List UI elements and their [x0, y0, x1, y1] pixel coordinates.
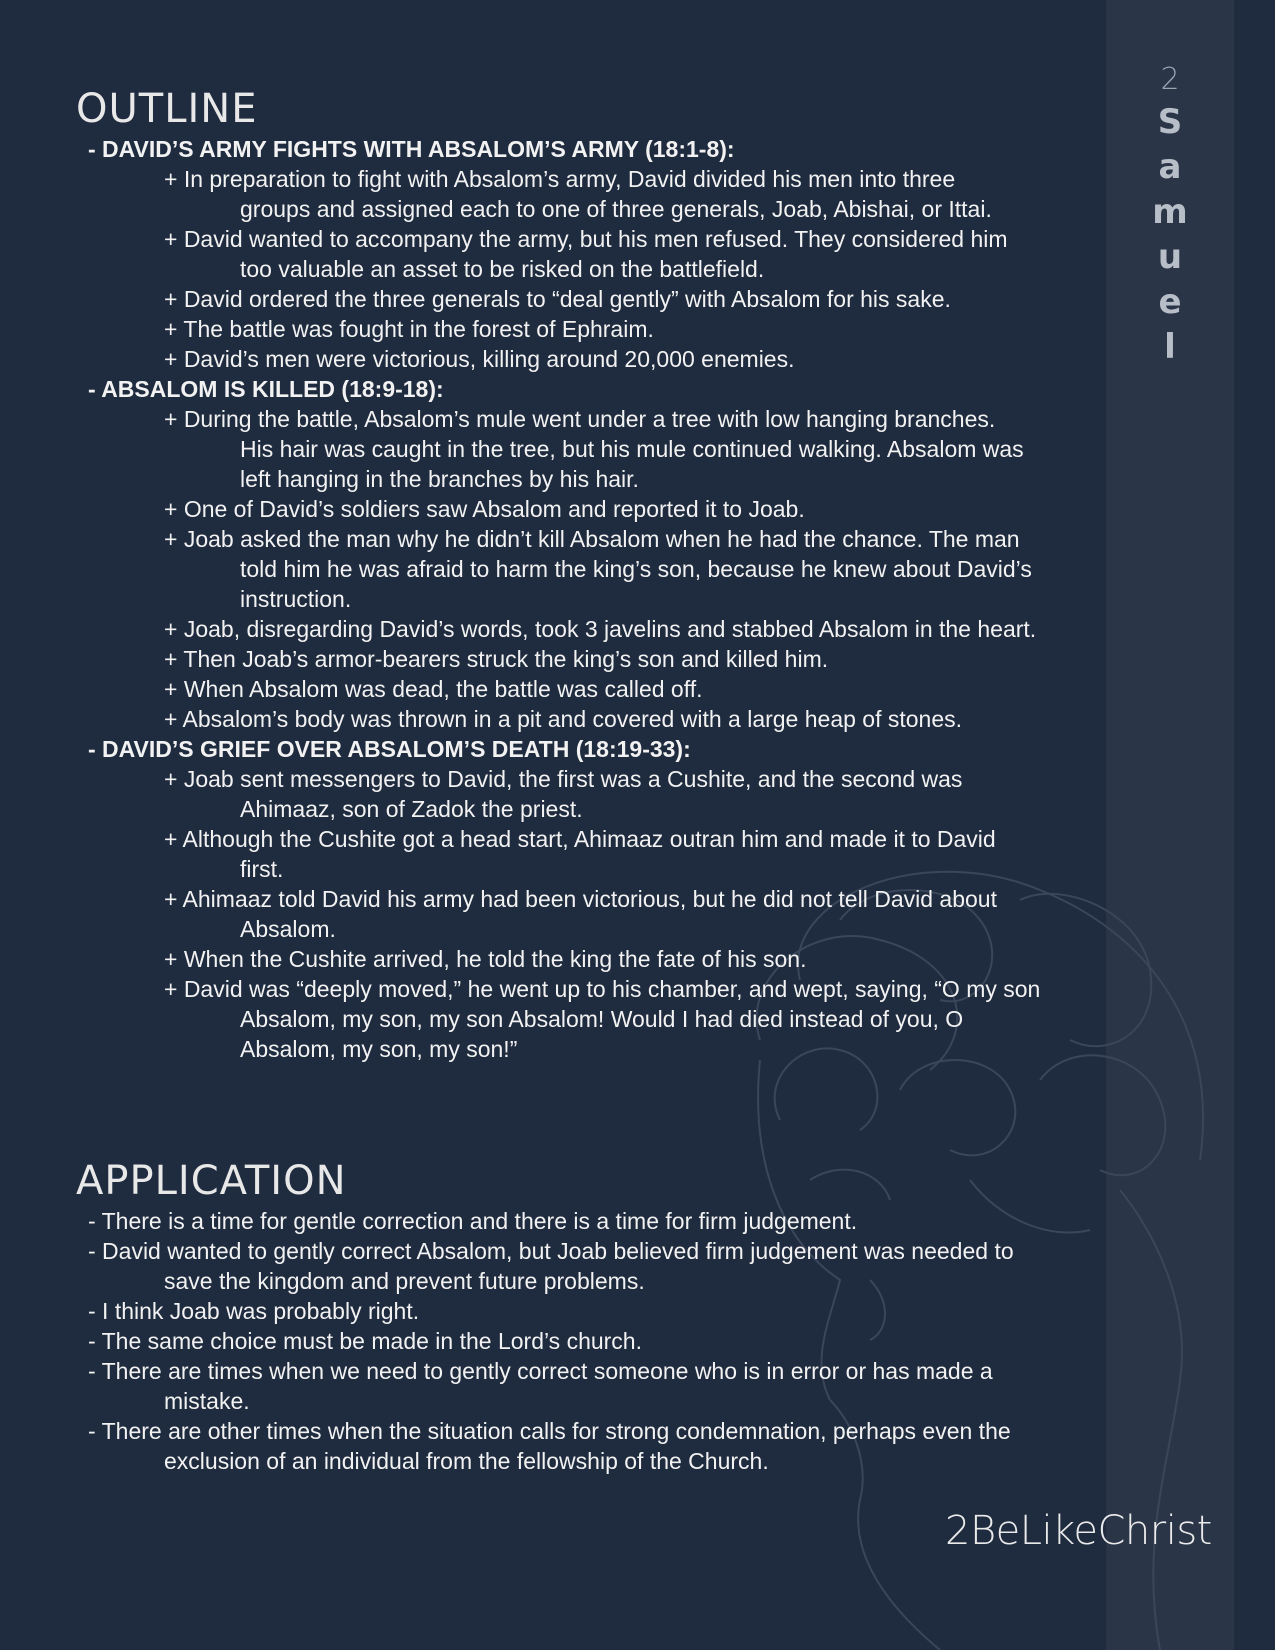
- outline-item: + David was “deeply moved,” he went up to his chamber, and wept, saying, “O my son: [164, 976, 1041, 1002]
- outline-item-continued: too valuable an asset to be risked on the battlefield.: [240, 256, 765, 282]
- outline-item-continued: Ahimaaz, son of Zadok the priest.: [240, 796, 583, 822]
- outline-item: + One of David’s soldiers saw Absalom and reported it to Joab.: [164, 496, 805, 522]
- outline-item: + David wanted to accompany the army, but his men refused. They considered him: [164, 226, 1008, 252]
- book-number: 2: [1160, 62, 1180, 97]
- brand-logo-text: 2BeLikeChrist: [945, 1508, 1212, 1554]
- outline-item: + When the Cushite arrived, he told the king the fate of his son.: [164, 946, 807, 972]
- main-content: [76, 84, 1106, 1476]
- outline-list: [76, 134, 1106, 1064]
- outline-item-continued: told him he was afraid to harm the king’s son, because he knew about David’s: [240, 556, 1032, 582]
- book-letter: m: [1152, 192, 1188, 232]
- application-item: - The same choice must be made in the Lord’s church.: [88, 1328, 642, 1354]
- outline-item: + Joab, disregarding David’s words, took 3 javelins and stabbed Absalom in the heart.: [164, 616, 1037, 642]
- outline-item-continued: Absalom, my son, my son Absalom! Would I had died instead of you, O: [240, 1006, 964, 1032]
- book-name-letters: [1106, 100, 1234, 370]
- outline-item: + Joab asked the man why he didn’t kill Absalom when he had the chance. The man: [164, 526, 1020, 552]
- outline-item-continued: left hanging in the branches by his hair.: [240, 466, 639, 492]
- book-letter: S: [1157, 102, 1183, 142]
- outline-item-continued: Absalom, my son, my son!”: [240, 1036, 518, 1062]
- book-letter: a: [1158, 147, 1182, 187]
- outline-item: + Although the Cushite got a head start, Ahimaaz outran him and made it to David: [164, 826, 996, 852]
- outline-item: + Then Joab’s armor-bearers struck the king’s son and killed him.: [164, 646, 829, 672]
- outline-item-continued: Absalom.: [240, 916, 336, 942]
- application-item: - There is a time for gentle correction and there is a time for firm judgement.: [88, 1208, 858, 1234]
- outline-item-continued: instruction.: [240, 586, 352, 612]
- section-heading: - DAVID’S GRIEF OVER ABSALOM’S DEATH (18:19-33):: [88, 736, 691, 762]
- application-item: - There are times when we need to gently correct someone who is in error or has made a: [88, 1358, 993, 1384]
- book-letter: u: [1157, 237, 1183, 277]
- application-item-continued: save the kingdom and prevent future problems.: [164, 1268, 645, 1294]
- book-letter: l: [1164, 327, 1176, 367]
- outline-item: + In preparation to fight with Absalom’s army, David divided his men into three: [164, 166, 956, 192]
- outline-item-continued: groups and assigned each to one of three generals, Joab, Abishai, or Ittai.: [240, 196, 992, 222]
- application-item-continued: exclusion of an individual from the fellowship of the Church.: [164, 1448, 769, 1474]
- outline-item-continued: first.: [240, 856, 284, 882]
- outline-item: + Joab sent messengers to David, the first was a Cushite, and the second was: [164, 766, 963, 792]
- outline-item: + David’s men were victorious, killing around 20,000 enemies.: [164, 346, 795, 372]
- application-item-continued: mistake.: [164, 1388, 250, 1414]
- outline-item-continued: His hair was caught in the tree, but his mule continued walking. Absalom was: [240, 436, 1024, 462]
- application-item: - There are other times when the situation calls for strong condemnation, perhaps even the: [88, 1418, 1011, 1444]
- outline-item: + Ahimaaz told David his army had been victorious, but he did not tell David about: [164, 886, 997, 912]
- application-item: - David wanted to gently correct Absalom, but Joab believed firm judgement was needed to: [88, 1238, 1014, 1264]
- outline-title: OUTLINE: [76, 86, 258, 132]
- section-heading: - ABSALOM IS KILLED (18:9-18):: [88, 376, 444, 402]
- section-heading: - DAVID’S ARMY FIGHTS WITH ABSALOM’S ARMY (18:1-8):: [88, 136, 735, 162]
- outline-item: + During the battle, Absalom’s mule went under a tree with low hanging branches.: [164, 406, 996, 432]
- outline-item: + Absalom’s body was thrown in a pit and covered with a large heap of stones.: [164, 706, 963, 732]
- book-title-vertical: [1106, 60, 1234, 370]
- book-letter: e: [1158, 282, 1182, 322]
- application-item: - I think Joab was probably right.: [88, 1298, 420, 1324]
- outline-item: + When Absalom was dead, the battle was called off.: [164, 676, 703, 702]
- application-list: [76, 1206, 1106, 1476]
- application-title: APPLICATION: [76, 1158, 347, 1204]
- outline-item: + David ordered the three generals to “deal gently” with Absalom for his sake.: [164, 286, 951, 312]
- outline-item: + The battle was fought in the forest of Ephraim.: [164, 316, 654, 342]
